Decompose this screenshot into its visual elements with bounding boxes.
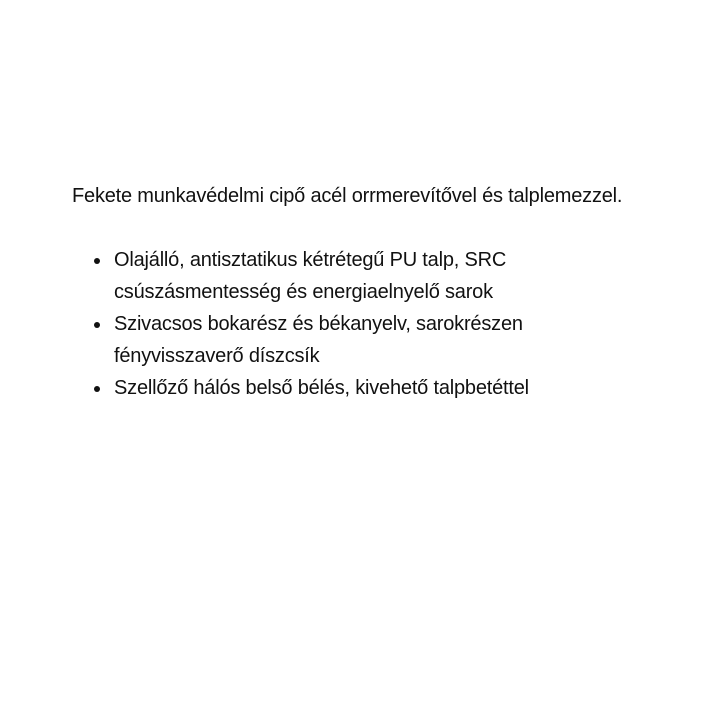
feature-item: • Szivacsos bokarész és békanyelv, sarokrészen fényvisszaverő díszcsík xyxy=(112,308,632,372)
feature-item: • Szellőző hálós belső bélés, kivehető talpbetéttel xyxy=(112,372,632,404)
intro-text: Fekete munkavédelmi cipő acél orrmerevítővel és talplemezzel. xyxy=(72,185,623,207)
feature-item: • Olajálló, antisztatikus kétrétegű PU talp, SRC csúszásmentesség és energiaelnyelő sarok xyxy=(112,244,632,308)
feature-list xyxy=(72,244,632,404)
product-description xyxy=(72,180,632,404)
